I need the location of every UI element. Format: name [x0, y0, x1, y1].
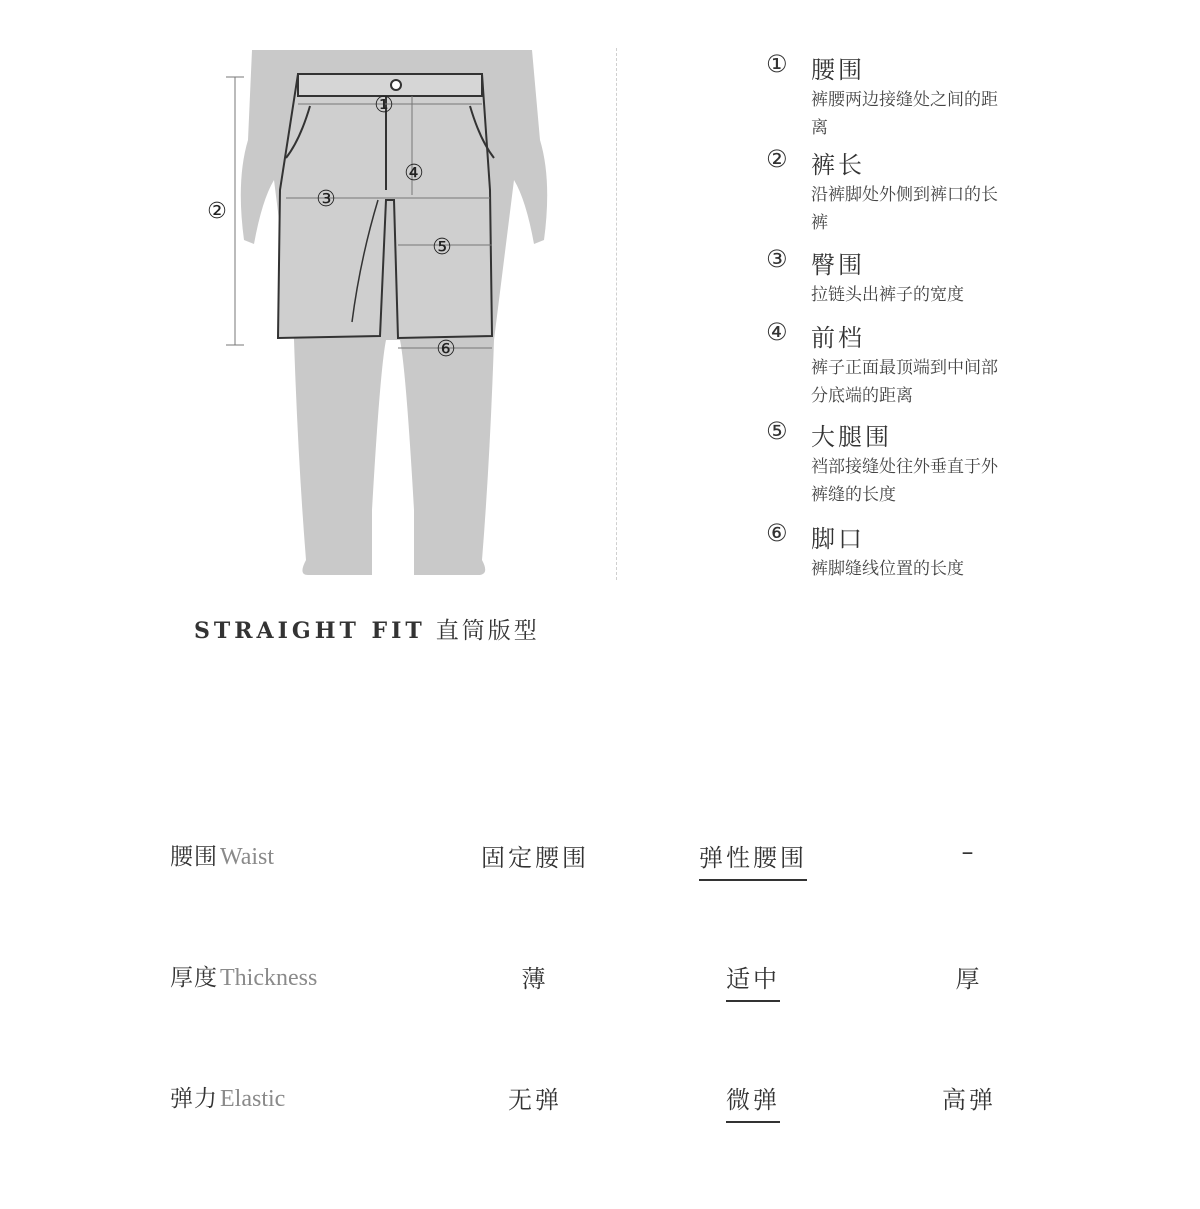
attribute-option: – — [961, 838, 977, 866]
legend-description: 裤腰两边接缝处之间的距离 — [811, 90, 998, 138]
legend-number: ⑥ — [766, 519, 788, 547]
legend-title: 腰围 — [811, 56, 865, 84]
legend-number: ④ — [766, 318, 788, 346]
attribute-row-waist — [0, 838, 1200, 888]
legend-number: ③ — [766, 245, 788, 273]
attribute-option: 固定腰围 — [481, 844, 589, 872]
attribute-row-elastic — [0, 1080, 1200, 1130]
marker-1: ① — [374, 93, 394, 118]
attribute-option-selected: 微弹 — [726, 1080, 780, 1123]
marker-3: ③ — [316, 187, 336, 212]
shorts-diagram — [190, 40, 610, 590]
legend-title: 臀围 — [811, 251, 865, 279]
legend-description: 裆部接缝处往外垂直于外裤缝的长度 — [811, 457, 998, 505]
marker-2: ② — [207, 199, 227, 224]
legend-description: 裤子正面最顶端到中间部分底端的距离 — [811, 358, 998, 406]
attribute-option: 高弹 — [942, 1086, 996, 1114]
legend-description: 拉链头出裤子的宽度 — [811, 285, 964, 305]
marker-4: ④ — [404, 161, 424, 186]
legend-number: ① — [766, 50, 788, 78]
attribute-option-selected: 适中 — [726, 959, 780, 1002]
legend-description: 裤脚缝线位置的长度 — [811, 559, 964, 579]
attribute-label-cn: 弹力 — [170, 1086, 218, 1112]
legend-description: 沿裤脚处外侧到裤口的长裤 — [811, 185, 998, 233]
fit-label-en: STRAIGHT FIT — [194, 618, 426, 644]
legend-title: 脚口 — [811, 525, 865, 553]
attribute-label-cn: 腰围 — [170, 844, 218, 870]
attribute-label — [170, 1080, 285, 1113]
attribute-label-en: Thickness — [220, 965, 318, 991]
legend-title: 裤长 — [811, 151, 865, 179]
legend-number: ⑤ — [766, 417, 788, 445]
legend-title: 大腿围 — [811, 423, 892, 451]
attribute-option-selected: 弹性腰围 — [699, 838, 807, 881]
legend-number: ② — [766, 145, 788, 173]
marker-5: ⑤ — [432, 235, 452, 260]
attribute-label — [170, 838, 274, 871]
attribute-label-en: Waist — [220, 844, 275, 870]
fit-label — [194, 612, 540, 652]
attribute-label-cn: 厚度 — [170, 965, 218, 991]
attribute-row-thickness — [0, 959, 1200, 1009]
legend-title: 前档 — [811, 324, 865, 352]
vertical-divider — [616, 48, 617, 580]
attribute-label-en: Elastic — [220, 1086, 286, 1112]
fit-label-cn: 直筒版型 — [435, 618, 540, 644]
marker-6: ⑥ — [436, 337, 456, 362]
attribute-option: 厚 — [955, 965, 983, 993]
shorts-measurement-figure — [190, 40, 610, 590]
attribute-option: 薄 — [521, 965, 549, 993]
attribute-option: 无弹 — [508, 1086, 562, 1114]
attribute-label — [170, 959, 317, 992]
